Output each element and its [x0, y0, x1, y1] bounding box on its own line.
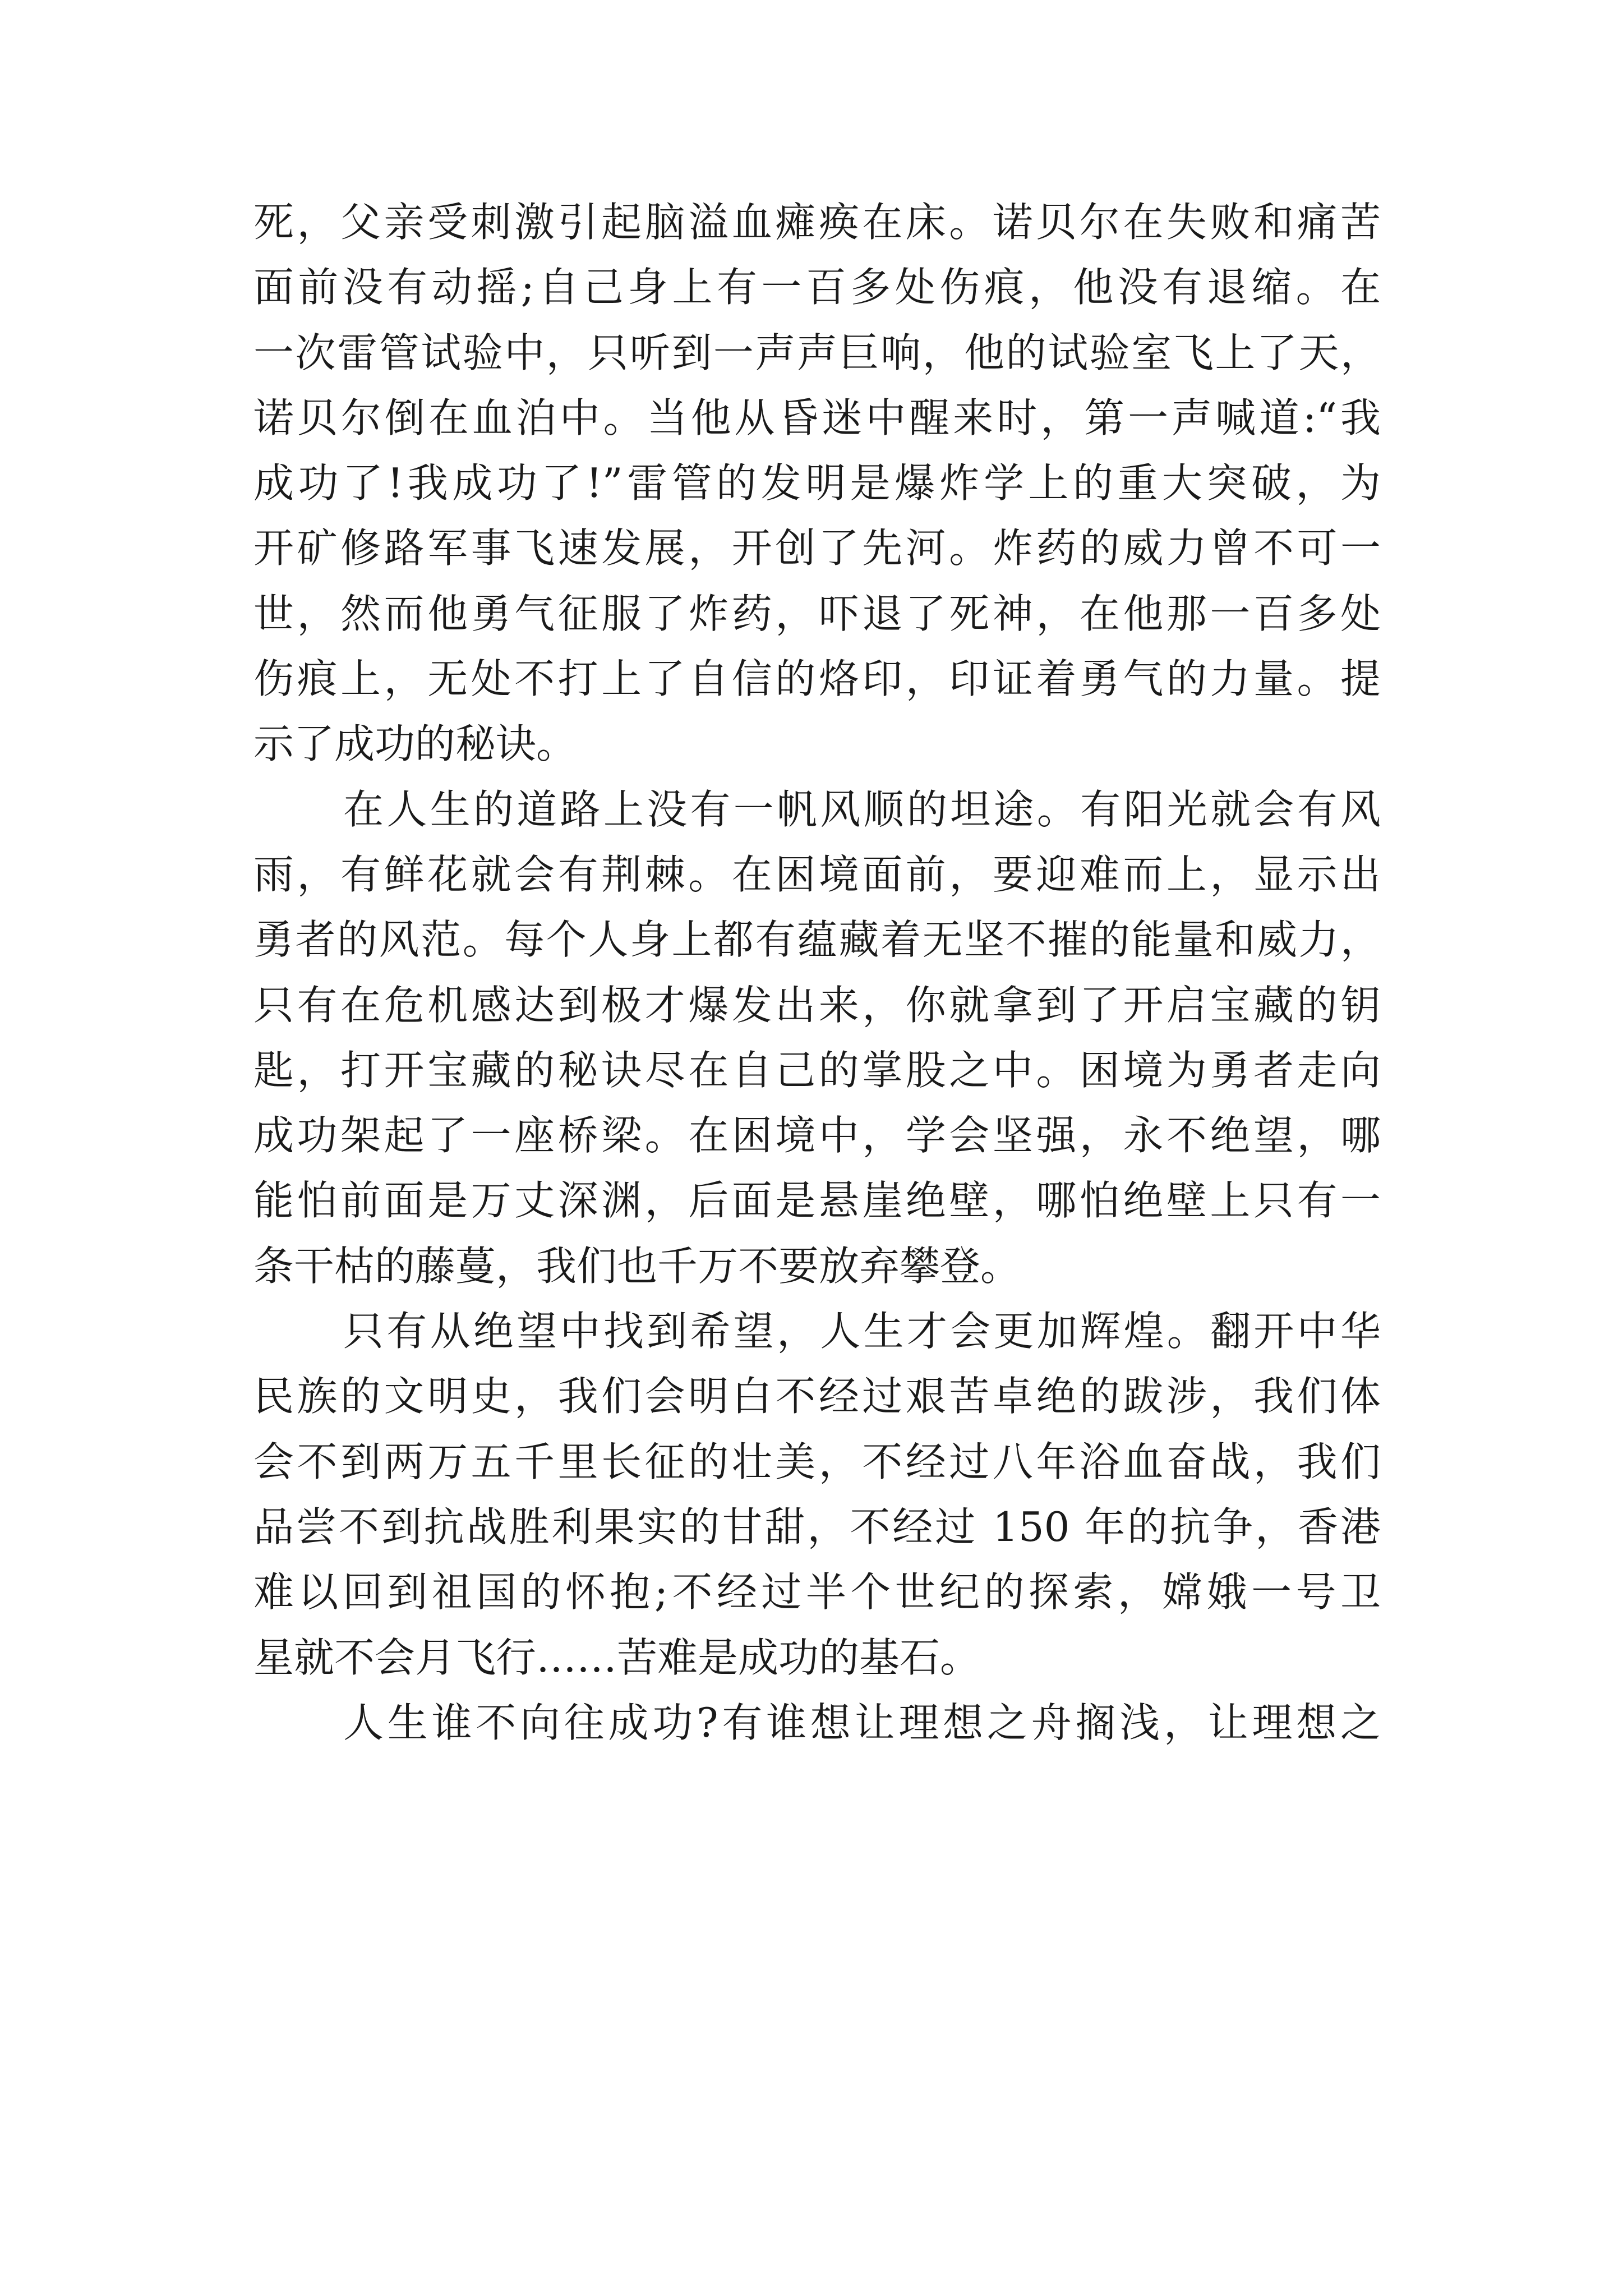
- paragraph: [253, 190, 1381, 777]
- text-line: 在人生的道路上没有一帆风顺的坦途。有阳光就会有风: [343, 785, 1381, 833]
- paragraph: [253, 777, 1381, 1299]
- text-line: 勇者的风范。每个人身上都有蕴藏着无坚不摧的能量和威力，: [253, 916, 1381, 964]
- text-line: 世，然而他勇气征服了炸药，吓退了死神，在他那一百多处: [253, 590, 1381, 637]
- text-line: 会不到两万五千里长征的壮美，不经过八年浴血奋战，我们: [253, 1438, 1381, 1485]
- text-line: 品尝不到抗战胜利果实的甘甜，不经过 150 年的抗争，香港: [253, 1503, 1381, 1550]
- text-line: 星就不会月飞行……苦难是成功的基石。: [253, 1634, 981, 1681]
- paragraph: [253, 1299, 1381, 1690]
- text-line: 人生谁不向往成功?有谁想让理想之舟搁浅，让理想之: [343, 1699, 1381, 1746]
- text-line: 条干枯的藤蔓，我们也千万不要放弃攀登。: [253, 1242, 1021, 1290]
- text-line: 能怕前面是万丈深渊，后面是悬崖绝壁，哪怕绝壁上只有一: [253, 1177, 1381, 1225]
- text-line: 只有在危机感达到极才爆发出来，你就拿到了开启宝藏的钥: [253, 981, 1381, 1029]
- text-line: 开矿修路军事飞速发展，开创了先河。炸药的威力曾不可一: [253, 524, 1381, 572]
- text-line: 成功架起了一座桥梁。在困境中，学会坚强，永不绝望，哪: [253, 1112, 1381, 1159]
- paragraph: [253, 1690, 1381, 1755]
- text-line: 一次雷管试验中，只听到一声声巨响，他的试验室飞上了天，: [253, 329, 1381, 376]
- text-line: 只有从绝望中找到希望，人生才会更加辉煌。翻开中华: [343, 1308, 1381, 1355]
- text-line: 面前没有动摇;自己身上有一百多处伤痕，他没有退缩。在: [253, 264, 1381, 311]
- body-text: [253, 190, 1381, 1755]
- text-line: 死，父亲受刺激引起脑溢血瘫痪在床。诺贝尔在失败和痛苦: [253, 199, 1381, 246]
- text-line: 民族的文明史，我们会明白不经过艰苦卓绝的跋涉，我们体: [253, 1373, 1381, 1420]
- text-line: 雨，有鲜花就会有荆棘。在困境面前，要迎难而上，显示出: [253, 850, 1381, 898]
- text-line: 匙，打开宝藏的秘诀尽在自己的掌股之中。困境为勇者走向: [253, 1046, 1381, 1094]
- text-line: 诺贝尔倒在血泊中。当他从昏迷中醒来时，第一声喊道:“我: [253, 394, 1381, 441]
- text-line: 成功了!我成功了!”雷管的发明是爆炸学上的重大突破，为: [253, 459, 1381, 507]
- text-line: 难以回到祖国的怀抱;不经过半个世纪的探索，嫦娥一号卫: [253, 1568, 1381, 1616]
- text-line: 示了成功的秘诀。: [253, 720, 577, 768]
- text-line: 伤痕上，无处不打上了自信的烙印，印证着勇气的力量。提: [253, 655, 1381, 703]
